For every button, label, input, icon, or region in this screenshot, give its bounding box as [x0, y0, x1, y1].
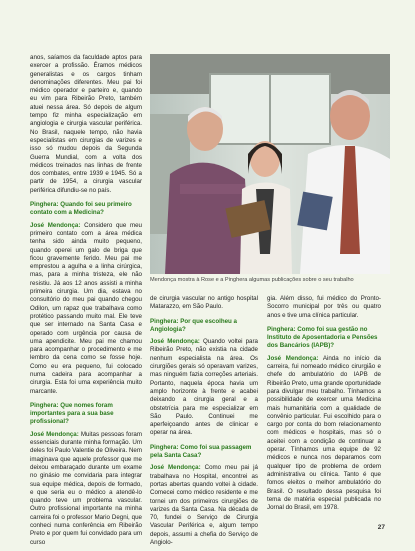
photo-caption: Mendonça mostra à Rose e a Pinghera algumas publicações sobre o seu trabalho	[150, 277, 354, 283]
interview-question: Pinghera: Como foi sua gestão no Instituto de Aposentadoria e Pensões dos Bancários (IAPB)?	[267, 325, 378, 350]
text-column-2	[150, 295, 258, 551]
interview-answer	[30, 222, 142, 396]
paragraph: anos, saíamos da faculdade aptos para exercer a profissão. Éramos médicos generalistas e os cargos tinham denominações diferentes. Meu pai foi médico operador e parteiro e, quando eu vim para Ribeirão Preto, também atuei nessa área. Só depois de algum tempo fiz minha especialização em angiologia e cirurgia vascular periférica. No Brasil, naquele tempo, não havia especialistas em cirurgias de varizes e isso só mudou depois da Segunda Guerra Mundial, com a volta dos médicos treinados nas linhas de frente dos combates, entre 1939 e 1945. Só a partir de 1954, a cirurgia vascular periférica difundiu-se no país.	[30, 54, 142, 194]
interview-answer	[267, 355, 381, 513]
interview-answer	[150, 464, 258, 547]
interview-answer	[30, 431, 142, 547]
speaker-label: José Mendonça:	[150, 338, 200, 346]
interview-question: Pinghera: Como foi sua passagem pela Santa Casa?	[150, 443, 252, 460]
speaker-label: José Mendonça:	[30, 430, 79, 438]
paragraph: de cirurgia vascular no antigo hospital Matarazzo, em São Paulo.	[150, 295, 258, 311]
text-column-1	[30, 54, 142, 551]
speaker-label: José Mendonça:	[150, 464, 201, 472]
answer-text: Como meu pai já trabalhava no Hospital, encontrei as portas abertas quando voltei à cidade. Comecei como médico residente e me tornei um dos primeiros cirurgiões de varizes da Santa Casa. Na década de 70, fundei o Serviço de Cirurgia Vascular Periférica e, algum tempo depois, assumi a chefia do Serviço de Angiolo-	[150, 464, 258, 547]
answer-text: Considero que meu primeiro contato com a área médica tenha sido ainda muito pequeno, quando operei um galo de briga que ficou gravemente ferido. Meu pai me emprestou a agulha e a linha cirúrgica, mas, para a minha tristeza, ele não resistiu. Já aos 12 anos assisti a minha primeira cirurgia. Um dia, estava no consultório do meu pai quando chegou Odilon, um rapaz que trabalhava como protético passando muito mal. Ele teve que ser internado na Santa Casa e operado com urgência por causa de uma apendicite. Meu pai me chamou para acompanhar o procedimento e me lembro da cena como se fosse hoje. Como eu era pequeno, fui colocado numa cadeira para acompanhar a cirurgia. Esta foi uma experiência muito marcante.	[30, 221, 142, 395]
interview-photo	[150, 54, 390, 274]
photo-illustration	[150, 54, 390, 274]
speaker-label: José Mendonça:	[30, 221, 81, 229]
interview-answer	[150, 338, 258, 438]
page-number: 27	[377, 524, 385, 531]
text-column-3	[267, 295, 381, 516]
interview-question: Pinghera: Que nomes foram importantes para a sua base profissional?	[30, 401, 114, 426]
answer-text: Ainda no início da carreira, fui nomeado médico cirurgião e chefe do ambulatório do IAPB de Ribeirão Preto, uma grande oportunidade para divulgar meu trabalho. Tínhamos a possibilidade de exercer uma Medicina mais humanitária com a qualidade de convênio particular. Fui escolhido para o cargo por conta do bom relacionamento com médicos e hospitais, mas só o aceitei com a condição de continuar a operar. Tínhamos uma equipe de 92 médicos e nunca nos deparamos com qualquer tipo de problema de ordem administrativa ou clínica. Tanto é que fomos eleitos o melhor ambulatório do Brasil. O resultado dessa pesquisa foi tema de matéria especial publicada no Jornal do Brasil, em 1978.	[267, 354, 381, 512]
paragraph: gia. Além disso, fui médico do Pronto-Socorro municipal por três ou quatro anos e tive uma clínica particular.	[267, 295, 381, 319]
answer-text: Muitas pessoas foram essenciais durante minha formação. Um deles foi Paulo Valentie de Oliveira. Nem imaginava que aquele professor que me deixou embaraçado durante um exame no ginásio me convidaria para integrar sua equipe médica, depois de formado, e que seria eu o médico a atendê-lo quando teve um problema vascular. Outro profissional importante na minha carreira foi o professor Mario Degni, que conheci numa conferência em Ribeirão Preto e por quem fui convidado para um curso	[30, 430, 143, 546]
speaker-label: José Mendonça:	[267, 354, 319, 362]
answer-text: Quando voltei para Ribeirão Preto, não existia na cidade nenhum especialista na área. Os cirurgiões gerais só operavam varizes, mas ninguém fazia correções arteriais. Portanto, naquela época havia um amplo horizonte à frente e acabei deixando a cirurgia geral e a obstetrícia para me especializar em São Paulo. Continuei me aperfeiçoando antes de clinicar e operar na área.	[150, 338, 258, 437]
interview-question: Pinghera: Por que escolheu a Angiologia?	[150, 317, 237, 333]
interview-question: Pinghera: Quando foi seu primeiro contato com a Medicina?	[30, 201, 132, 217]
